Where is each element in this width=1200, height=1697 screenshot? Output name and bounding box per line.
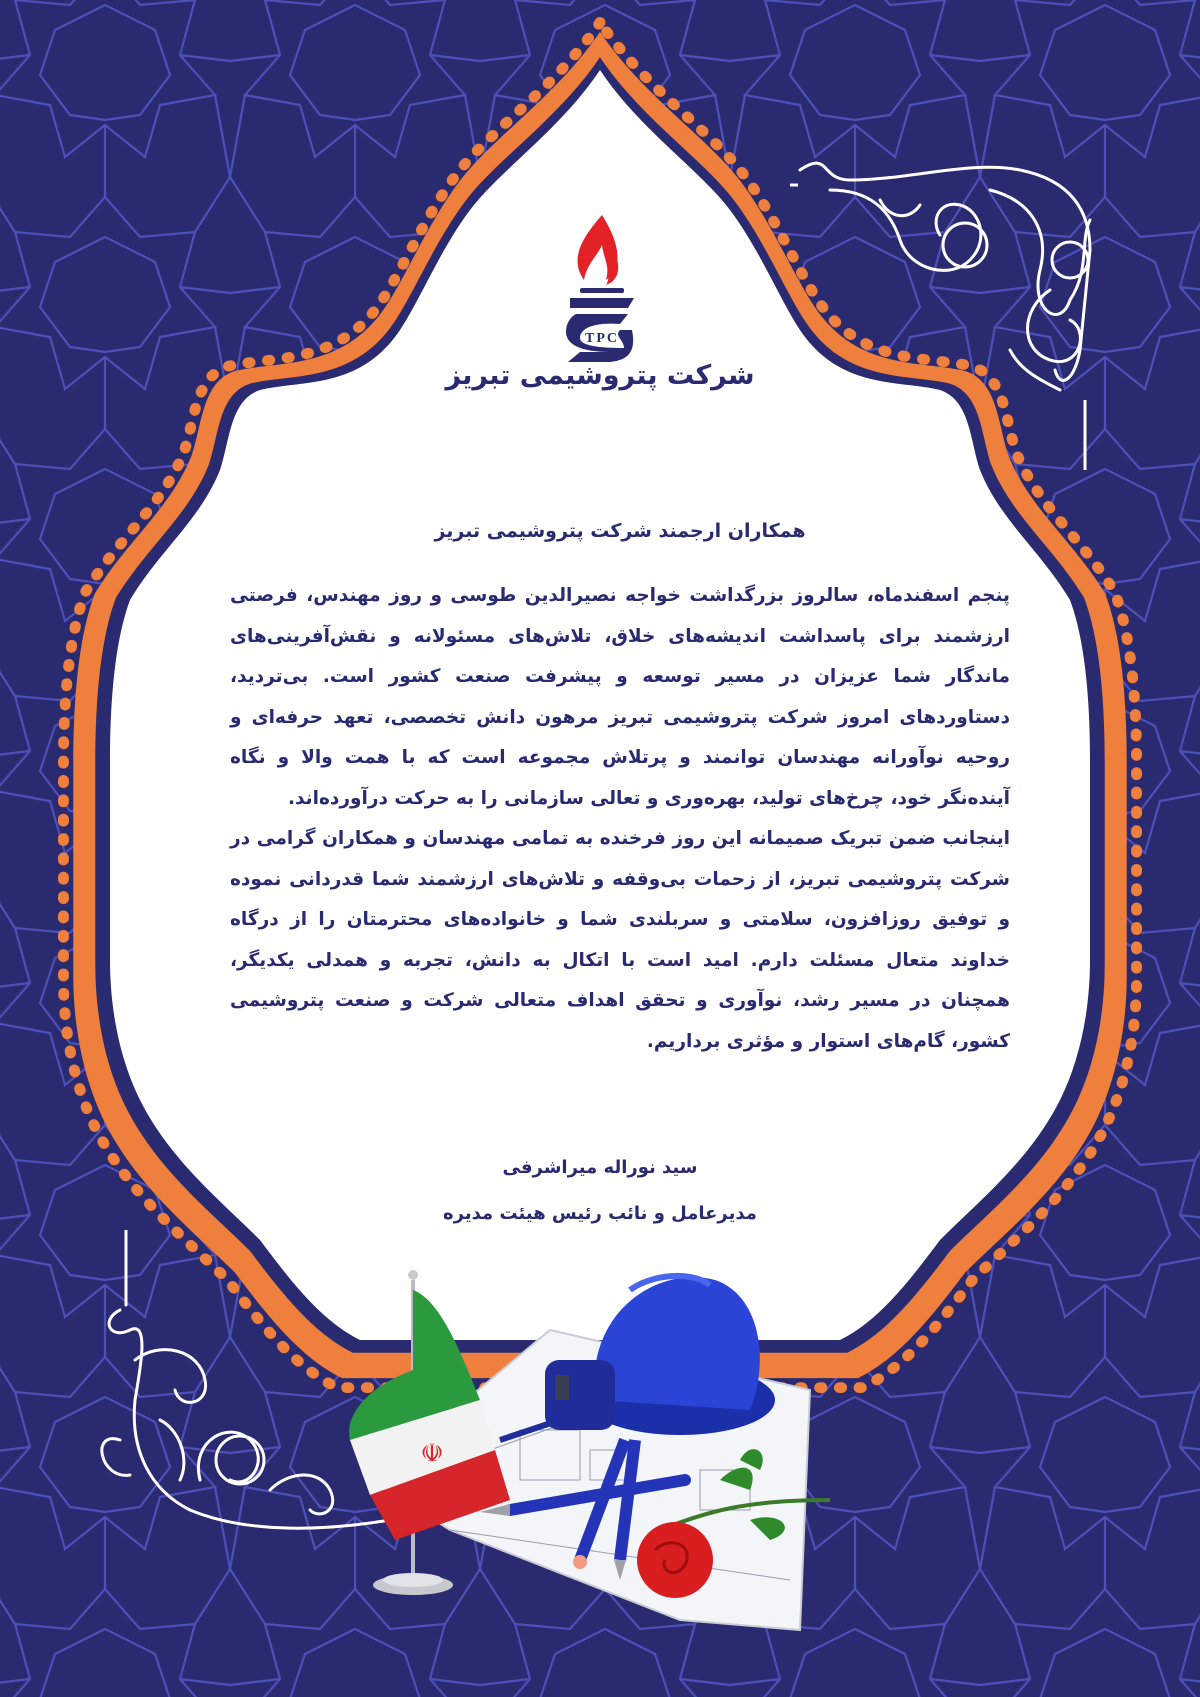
iran-flag-icon — [349, 1270, 510, 1595]
engineering-illustration — [330, 1250, 850, 1650]
company-name: شرکت پتروشیمی تبریز — [445, 360, 755, 391]
signatory-title: مدیرعامل و نائب رئیس هیئت مدیره — [443, 1203, 757, 1224]
logo-text: TPC — [585, 331, 619, 346]
letter-paragraph: اینجانب ضمن تبریک صمیمانه این روز فرخنده به تمامی مهندسان و همکاران گرامی در شرکت پتروشیمی تبریز، از زحمات بی‌وقفه و تلاش‌های ارزشمند شما قدردانی نموده و توفیق روزافزون، سلامتی و سربلندی شما و خانواده‌های محترمتان را از درگاه خداوند متعال مسئلت دارم. امید است با اتکال به دانش، تجربه و همدلی یکدیگر، همچنان در مسیر رشد، نوآوری و تحقق اهداف متعالی شرکت و صنعت پتروشیمی کشور، گام‌های استوار و مؤثری برداریم. — [230, 828, 1010, 1052]
svg-text:☫: ☫ — [420, 1439, 444, 1469]
company-logo — [540, 210, 660, 370]
signatory-name: سید نوراله میراشرفی — [502, 1157, 698, 1178]
letter-salutation: همکاران ارجمند شرکت پتروشیمی تبریز — [434, 520, 806, 542]
floral-ornament-top-right — [790, 150, 1120, 470]
signature-block — [300, 1145, 900, 1237]
letter-body — [230, 510, 1010, 1062]
letter-paragraph: پنجم اسفندماه، سالروز بزرگداشت خواجه نصیرالدین طوسی و روز مهندس، فرصتی ارزشمند برای پاسداشت اندیشه‌های خلاق، تلاش‌های مسئولانه و نقش‌آفرینی‌های ماندگار شما عزیزان در مسیر توسعه و پیشرفت صنعت کشور است. بی‌تردید، دستاوردهای امروز شرکت پتروشیمی تبریز مرهون دانش تخصصی، تعهد حرفه‌ای و روحیه نوآورانه مهندسان توانمند و پرتلاش مجموعه است که با همت والا و نگاه آینده‌نگر خود، چرخ‌های تولید، بهره‌وری و تعالی سازمانی را به حرکت درآورده‌اند. — [230, 585, 1010, 809]
